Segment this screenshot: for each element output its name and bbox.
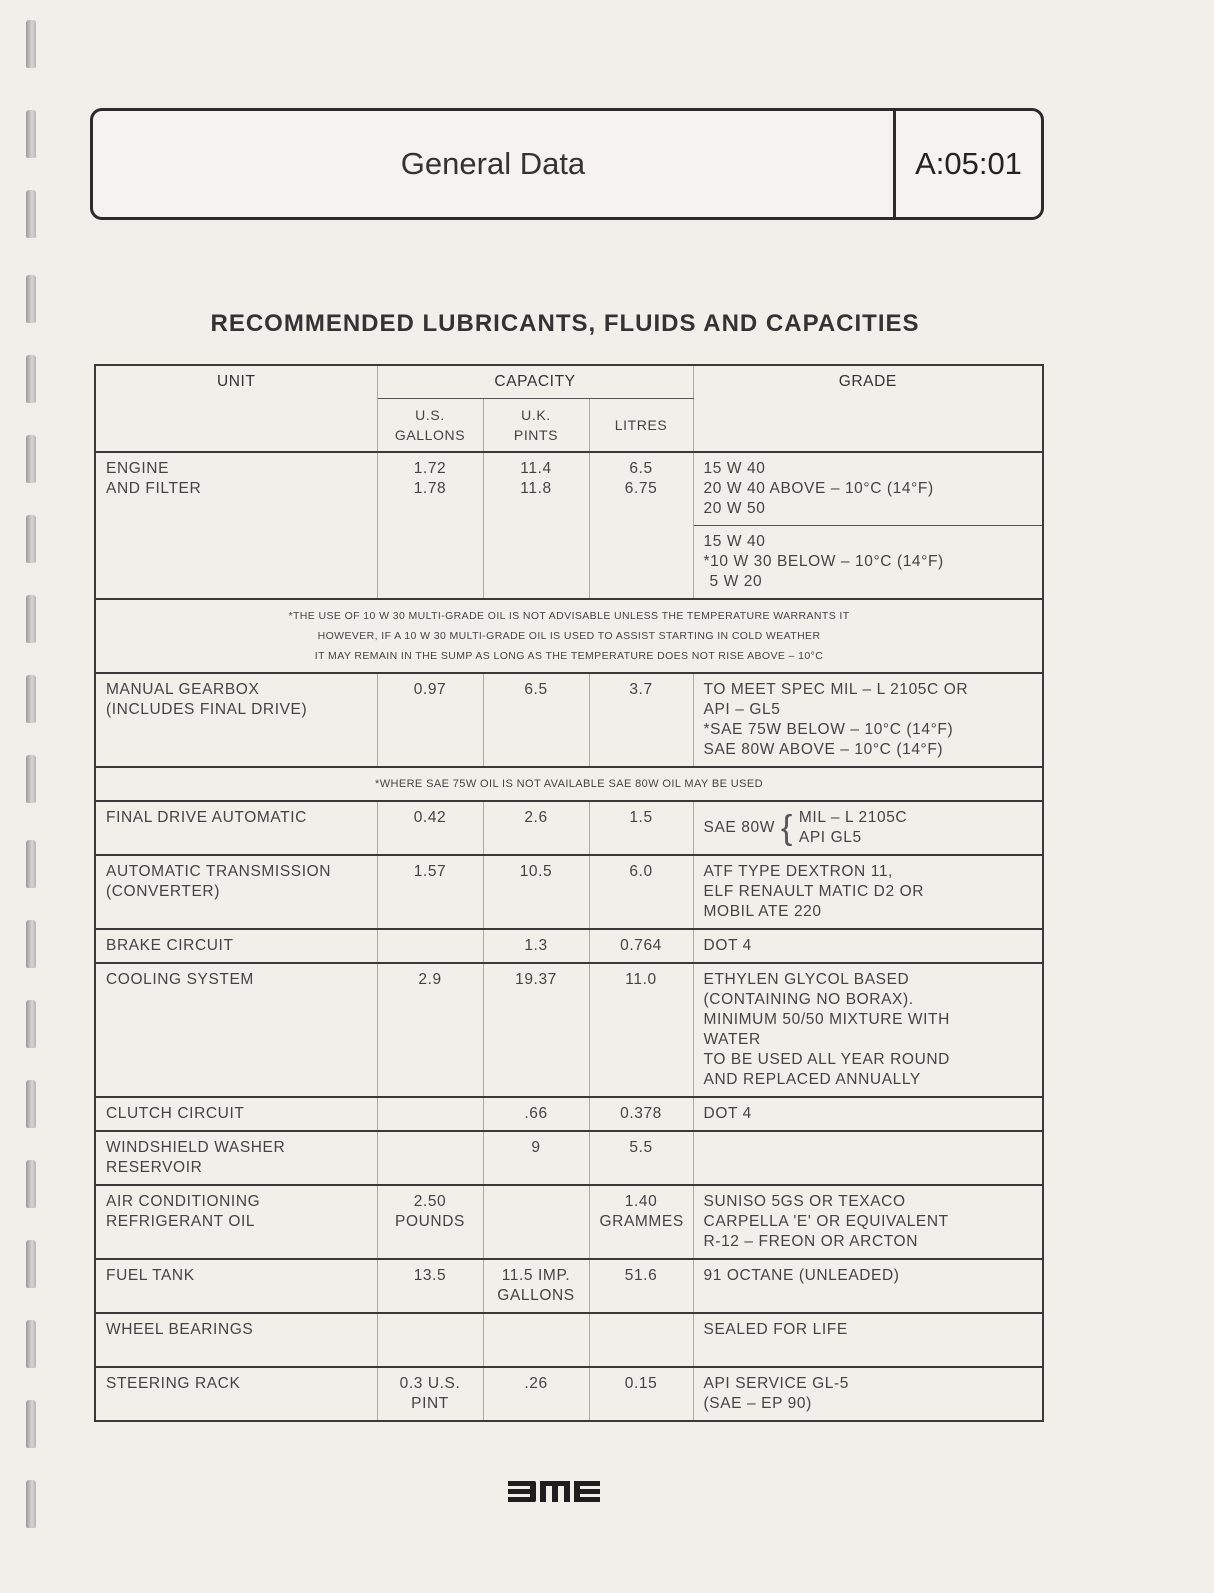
table-row [95,801,1043,855]
section-code: A:05:01 [915,146,1022,181]
unit-cell: FINAL DRIVE AUTOMATIC [95,801,377,855]
table-row [95,1313,1043,1367]
grade-cell: DOT 4 [693,929,1043,963]
grade-cell: ATF TYPE DEXTRON 11, ELF RENAULT MATIC D2 OR MOBIL ATE 220 [693,855,1043,929]
litres-cell: 0.15 [589,1367,693,1421]
us-cell: 0.3 U.S. PINT [377,1367,483,1421]
page-title: General Data [400,146,586,181]
page-header [90,108,1044,220]
litres-cell [589,1313,693,1367]
litres-cell: 0.378 [589,1097,693,1131]
us-cell [377,1097,483,1131]
litres-cell: 0.764 [589,929,693,963]
table-header-row [95,365,1043,399]
table-row [95,1367,1043,1421]
table-row [95,1131,1043,1185]
us-cell: 1.57 [377,855,483,929]
dmc-logo [506,1478,602,1504]
grade-header: GRADE [693,365,1043,452]
uk-cell: 9 [483,1131,589,1185]
note-row [95,599,1043,673]
us-cell: 2.50 POUNDS [377,1185,483,1259]
litres-cell: 6.0 [589,855,693,929]
capacity-header: CAPACITY [377,365,693,399]
litres-cell: 11.0 [589,963,693,1097]
table-row [95,673,1043,767]
uk-cell: 1.3 [483,929,589,963]
uk-cell: 11.4 11.8 [483,452,589,599]
uk-cell: 19.37 [483,963,589,1097]
us-cell [377,1131,483,1185]
table-row [95,452,1043,526]
unit-cell: AIR CONDITIONING REFRIGERANT OIL [95,1185,377,1259]
table-row [95,1097,1043,1131]
grade-cell: SAE 80W { MIL – L 2105C API GL5 [693,801,1043,855]
us-gallons-header: U.S. GALLONS [377,399,483,453]
unit-header: UNIT [95,365,377,452]
grade-cell: SUNISO 5GS OR TEXACO CARPELLA 'E' OR EQUIVALENT R-12 – FREON OR ARCTON [693,1185,1043,1259]
uk-cell [483,1313,589,1367]
uk-cell: 6.5 [483,673,589,767]
grade-cell: 15 W 40 20 W 40 ABOVE – 10°C (14°F) 20 W 50 [693,452,1043,526]
uk-cell: 2.6 [483,801,589,855]
us-cell: 13.5 [377,1259,483,1313]
unit-cell: FUEL TANK [95,1259,377,1313]
us-cell: 0.42 [377,801,483,855]
uk-cell: .26 [483,1367,589,1421]
grade-cell: SEALED FOR LIFE [693,1313,1043,1367]
table-row [95,963,1043,1097]
table-row [95,929,1043,963]
unit-cell: STEERING RACK [95,1367,377,1421]
table-row [95,1185,1043,1259]
litres-cell: 5.5 [589,1131,693,1185]
unit-cell: COOLING SYSTEM [95,963,377,1097]
us-cell [377,1313,483,1367]
gearbox-note: *WHERE SAE 75W OIL IS NOT AVAILABLE SAE 80W OIL MAY BE USED [95,767,1043,801]
grade-cell: API SERVICE GL-5 (SAE – EP 90) [693,1367,1043,1421]
us-cell [377,929,483,963]
unit-cell: WINDSHIELD WASHER RESERVOIR [95,1131,377,1185]
unit-cell: ENGINE AND FILTER [95,452,377,599]
brace-symbol: { [780,809,793,847]
litres-cell: 3.7 [589,673,693,767]
litres-cell: 6.5 6.75 [589,452,693,599]
grade-cell: 15 W 40 *10 W 30 BELOW – 10°C (14°F) 5 W 20 [693,526,1043,600]
us-cell: 0.97 [377,673,483,767]
unit-cell: BRAKE CIRCUIT [95,929,377,963]
section-heading: RECOMMENDED LUBRICANTS, FLUIDS AND CAPACITIES [210,310,920,337]
litres-cell: 51.6 [589,1259,693,1313]
grade-cell: DOT 4 [693,1097,1043,1131]
litres-cell: 1.5 [589,801,693,855]
uk-cell: 10.5 [483,855,589,929]
litres-header: LITRES [589,399,693,453]
unit-cell: WHEEL BEARINGS [95,1313,377,1367]
litres-cell: 1.40 GRAMMES [589,1185,693,1259]
uk-pints-header: U.K. PINTS [483,399,589,453]
note-row [95,767,1043,801]
grade-cell: TO MEET SPEC MIL – L 2105C OR API – GL5 *SAE 75W BELOW – 10°C (14°F) SAE 80W ABOVE – 10°C (14°F) [693,673,1043,767]
us-cell: 1.72 1.78 [377,452,483,599]
unit-cell: CLUTCH CIRCUIT [95,1097,377,1131]
binder-holes [26,20,40,1560]
grade-cell [693,1131,1043,1185]
table-row [95,1259,1043,1313]
grade-cell: 91 OCTANE (UNLEADED) [693,1259,1043,1313]
uk-cell: 11.5 IMP. GALLONS [483,1259,589,1313]
uk-cell [483,1185,589,1259]
unit-cell: MANUAL GEARBOX (INCLUDES FINAL DRIVE) [95,673,377,767]
us-cell: 2.9 [377,963,483,1097]
grade-cell: ETHYLEN GLYCOL BASED (CONTAINING NO BORAX). MINIMUM 50/50 MIXTURE WITH WATER TO BE USED ALL YEAR ROUND AND REPLACED ANNUALLY [693,963,1043,1097]
uk-cell: .66 [483,1097,589,1131]
table-row [95,855,1043,929]
engine-note: *THE USE OF 10 W 30 MULTI-GRADE OIL IS NOT ADVISABLE UNLESS THE TEMPERATURE WARRANTS IT HOWEVER, IF A 10 W 30 MULTI-GRADE OIL IS USED TO ASSIST STARTING IN COLD WEATHER IT MAY REMAIN IN THE SUMP AS LONG AS THE TEMPERATURE DOES NOT RISE ABOVE – 10°C [95,599,1043,673]
lubricants-table [94,364,1044,1422]
unit-cell: AUTOMATIC TRANSMISSION (CONVERTER) [95,855,377,929]
